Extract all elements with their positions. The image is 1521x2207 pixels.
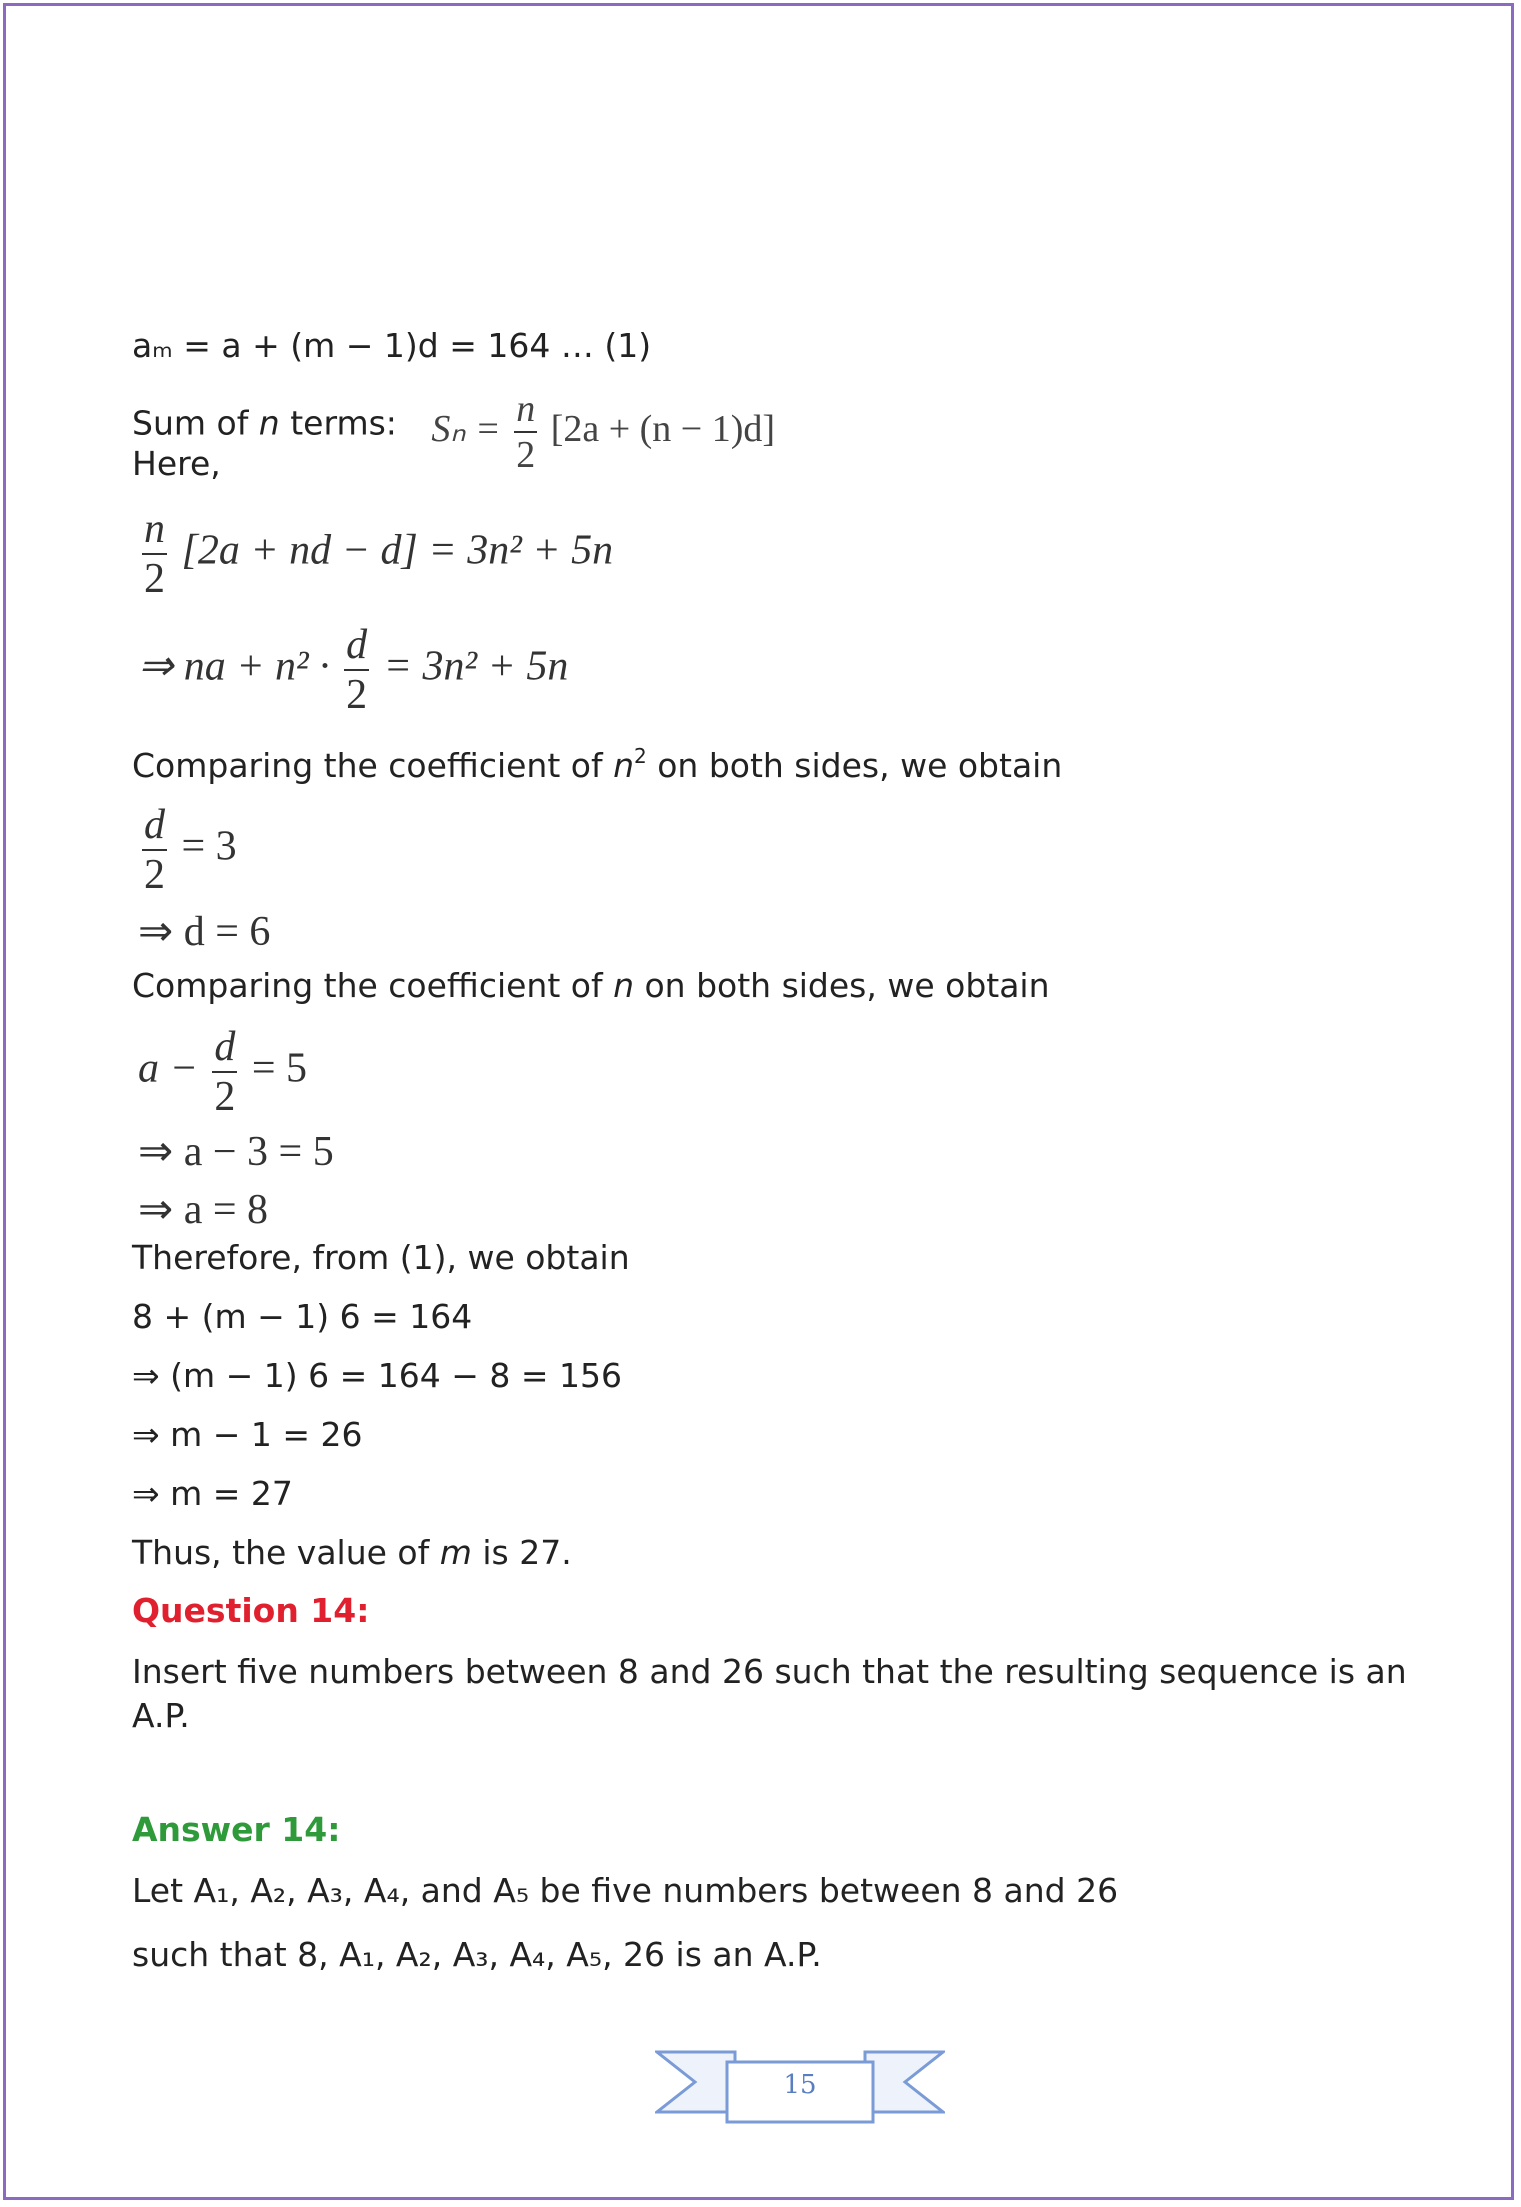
equation-d-result: ⇒ d = 6 xyxy=(138,909,271,955)
question-text: Insert five numbers between 8 and 26 such that the resulting sequence is an A.P. xyxy=(132,1652,1407,1735)
equation-a-minus-3: ⇒ a − 3 = 5 xyxy=(138,1129,334,1175)
equation-d-over-2: $\frac{d}{2}$ = 3 xyxy=(144,802,237,898)
equation-a-minus: a − $\frac{d}{2}$ = 5 xyxy=(138,1024,308,1120)
page-number: 15 xyxy=(783,2070,817,2100)
compare-n2-line: Comparing the coefficient of $n^2$ on both sides, we obtain xyxy=(132,744,1063,785)
step-2: ⇒ (m − 1) 6 = 164 − 8 = 156 xyxy=(132,1356,623,1395)
answer-line-2: such that 8, A₁, A₂, A₃, A₄, A₅, 26 is an A.P. xyxy=(132,1935,822,1974)
step-4: ⇒ m = 27 xyxy=(132,1474,293,1513)
therefore-line: Therefore, from (1), we obtain xyxy=(132,1238,630,1277)
equation-na-n2: ⇒ na + n² · $\frac{d}{2}$ = 3n² + 5n xyxy=(138,622,569,718)
sum-of-n-terms-line: Sum of n terms: Sₙ = $\frac{n}{2}$ [2a + (n − 1)d] xyxy=(132,388,776,476)
sn-formula: Sₙ = $\frac{n}{2}$ [2a + (n − 1)d] xyxy=(431,388,776,476)
here-label: Here, xyxy=(132,444,221,483)
answer-heading: Answer 14: xyxy=(132,1810,341,1849)
equation-sum-expanded: $\frac{n}{2}$ [2a + nd − d] = 3n² + 5n xyxy=(144,506,614,602)
step-1: 8 + (m − 1) 6 = 164 xyxy=(132,1297,473,1336)
equation-am: aₘ = a + (m − 1)d = 164 … (1) xyxy=(132,326,652,365)
compare-n-line: Comparing the coefficient of n on both sides, we obtain xyxy=(132,966,1050,1005)
conclusion-line: Thus, the value of m is 27. xyxy=(132,1533,572,1572)
question-heading: Question 14: xyxy=(132,1591,370,1630)
answer-line-1: Let A₁, A₂, A₃, A₄, and A₅ be five numbers between 8 and 26 xyxy=(132,1871,1119,1910)
step-3: ⇒ m − 1 = 26 xyxy=(132,1415,363,1454)
equation-a-result: ⇒ a = 8 xyxy=(138,1187,269,1233)
page-footer xyxy=(655,2050,945,2130)
